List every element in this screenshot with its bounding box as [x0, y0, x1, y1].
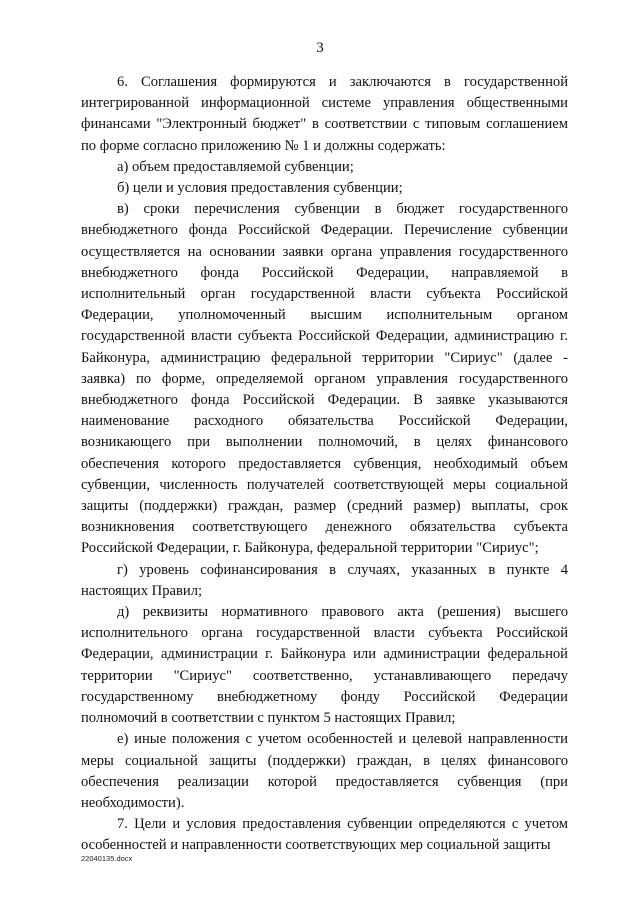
- paragraph-subclause-a: а) объем предоставляемой субвенции;: [117, 158, 354, 175]
- paragraph-subclause-v: в) сроки перечисления субвенции в бюджет государственного внебюджетного фонда Российской Федерации. Перечисление субвенции осуществляется на основании заявки органа управления государственного внебюджетного фонда Российской Федерации, направляемой в исполнительный орган государственной власти субъекта Российской Федерации, уполномоченный высшим исполнительным органом государственной власти субъекта Российской Федерации, администрацию г. Байконура, администрацию федеральной территории "Сириус" (далее - заявка) по форме, определяемой органом управления государственного внебюджетного фонда Российской Федерации. В заявке указываются наименование расходного обязательства Российской Федерации, возникающего при выполнении полномочий, в целях финансового обеспечения которого предоставляется субвенция, необходимый объем субвенции, численность получателей соответствующей меры социальной защиты (поддержки) граждан, размер (средний размер) выплаты, срок возникновения соответствующего денежного обязательства субъекта Российской Федерации, г. Байконура, федеральной территории "Сириус";: [81, 201, 568, 557]
- paragraph-clause-7: 7. Цели и условия предоставления субвенции определяются с учетом особенностей и направленности соответствующих мер социальной защиты: [81, 816, 568, 854]
- paragraph-clause-6: 6. Соглашения формируются и заключаются в государственной интегрированной информационной системе управления общественными финансами "Электронный бюджет" в соответствии с типовым соглашением по форме согласно приложению № 1 и должны содержать:: [81, 74, 568, 154]
- page-number: 3: [316, 40, 324, 56]
- document-body: [81, 72, 568, 857]
- footer-file-name: 22040135.docx: [81, 854, 133, 863]
- paragraph-subclause-e: е) иные положения с учетом особенностей и целевой направленности меры социальной защиты (поддержки) граждан, в целях финансового обеспечения реализации которой предоставляется субвенция (при необходимости).: [81, 731, 568, 811]
- paragraph-subclause-g: г) уровень софинансирования в случаях, указанных в пункте 4 настоящих Правил;: [81, 561, 568, 599]
- paragraph-subclause-b: б) цели и условия предоставления субвенции;: [117, 180, 403, 197]
- paragraph-subclause-d: д) реквизиты нормативного правового акта (решения) высшего исполнительного органа государственной власти субъекта Российской Федерации, администрации г. Байконура или администрации федеральной территории "Сириус" соответственно, устанавливающего передачу государственному внебюджетному фонду Российской Федерации полномочий в соответствии с пунктом 5 настоящих Правил;: [81, 604, 568, 727]
